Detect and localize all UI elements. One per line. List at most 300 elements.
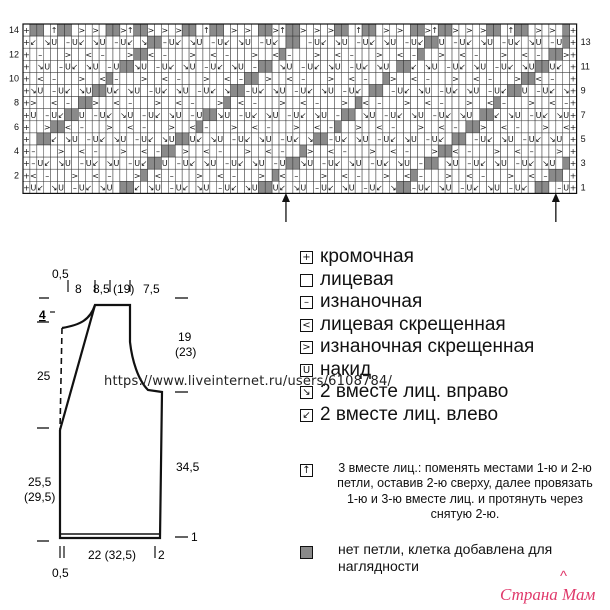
chart-symbol: – [550, 74, 555, 84]
chart-cell [189, 85, 196, 97]
chart-symbol: < [452, 147, 459, 157]
chart-cell [431, 85, 438, 97]
chart-symbol: ↙ [445, 110, 452, 120]
chart-cell [58, 97, 65, 109]
chart-cell [203, 169, 210, 181]
chart-cell [231, 85, 238, 97]
chart-symbol: ↘ [362, 110, 369, 120]
chart-symbol: < [126, 122, 134, 132]
chart-symbol: U [563, 110, 570, 120]
chart-cell [307, 109, 314, 121]
chart-cell [542, 181, 549, 193]
chart-cell [106, 48, 113, 60]
chart-symbol: U [238, 62, 244, 72]
garment-schema [0, 250, 300, 590]
chart-symbol: U [466, 183, 473, 193]
legend-item [300, 336, 605, 359]
chart-cell [397, 97, 404, 109]
chart-cell [210, 109, 217, 121]
chart-cell [85, 121, 92, 133]
chart-symbol: U [328, 159, 334, 169]
chart-cell [321, 121, 328, 133]
chart-cell [404, 121, 411, 133]
chart-symbol: U [480, 62, 487, 72]
chart-cell [300, 133, 307, 145]
chart-cell [424, 48, 431, 60]
chart-symbol: ↙ [410, 62, 418, 72]
chart-symbol: + [569, 98, 577, 108]
chart-symbol: + [23, 38, 30, 48]
chart-symbol: > [279, 98, 286, 108]
chart-cell [168, 97, 175, 109]
chart-cell [528, 85, 535, 97]
chart-cell [148, 72, 155, 84]
chart-cell [244, 48, 251, 60]
chart-cell [203, 48, 210, 60]
chart-cell [459, 169, 466, 181]
chart-symbol: > [542, 122, 549, 132]
chart-cell [231, 109, 238, 121]
chart-cell [58, 121, 65, 133]
k3tog-icon: ↑ [300, 464, 313, 477]
chart-cell [37, 36, 44, 48]
chart-cell [528, 72, 535, 84]
chart-symbol: ↘ [272, 86, 279, 96]
chart-cell [348, 109, 355, 121]
chart-cell [106, 133, 113, 145]
chart-cell [535, 121, 542, 133]
chart-symbol: > [500, 50, 508, 60]
chart-cell [244, 97, 251, 109]
chart-cell [231, 48, 238, 60]
chart-cell [224, 60, 231, 72]
dim-hem: 1 [191, 530, 198, 544]
chart-cell [58, 169, 65, 181]
chart-cell [362, 145, 369, 157]
chart-symbol: + [569, 86, 577, 96]
knit-stitch-icon [300, 274, 313, 287]
chart-cell [348, 145, 355, 157]
chart-cell [438, 60, 445, 72]
chart-cell [71, 72, 78, 84]
chart-symbol: < [396, 50, 404, 60]
chart-cell [355, 181, 362, 193]
chart-symbol: – [176, 159, 181, 169]
chart-cell [431, 97, 438, 109]
chart-symbol: – [287, 50, 292, 60]
chart-symbol: ↘ [507, 110, 515, 120]
chart-cell [542, 36, 549, 48]
chart-symbol: U [300, 183, 307, 193]
chart-cell [383, 145, 390, 157]
chart-symbol: < [140, 147, 148, 157]
chart-symbol: – [405, 147, 410, 157]
chart-cell [528, 121, 535, 133]
chart-symbol: ↙ [272, 38, 279, 48]
chart-cell [355, 145, 362, 157]
chart-symbol: < [223, 74, 231, 84]
chart-cell [120, 85, 127, 97]
chart-symbol: – [370, 159, 375, 169]
chart-symbol: U [411, 38, 417, 48]
chart-cell [71, 85, 78, 97]
chart-cell [244, 60, 251, 72]
chart-cell [500, 169, 507, 181]
chart-cell [92, 181, 99, 193]
chart-symbol: – [522, 135, 527, 144]
chart-symbol: > [168, 122, 176, 132]
chart-symbol: > [320, 171, 328, 181]
chart-cell [44, 48, 51, 60]
chart-symbol: U [251, 86, 258, 96]
chart-cell [376, 169, 383, 181]
chart-symbol: – [280, 135, 285, 144]
chart-cell [293, 97, 300, 109]
chart-symbol: > [493, 147, 501, 157]
chart-symbol: ↘ [99, 183, 106, 193]
chart-cell [231, 72, 238, 84]
chart-cell [563, 169, 570, 181]
chart-cell [120, 157, 127, 169]
chart-symbol: U [542, 86, 549, 96]
chart-symbol: + [569, 147, 577, 157]
chart-symbol: – [328, 122, 333, 132]
chart-cell [71, 24, 78, 36]
chart-cell [480, 109, 487, 121]
chart-cell [438, 157, 445, 169]
chart-cell [265, 157, 272, 169]
chart-cell [210, 24, 217, 36]
chart-cell [556, 169, 563, 181]
chart-symbol: U [30, 110, 37, 120]
chart-cell [127, 133, 134, 145]
chart-symbol: > [438, 50, 446, 60]
chart-cell [196, 121, 203, 133]
chart-cell [397, 72, 404, 84]
chart-symbol: – [488, 74, 493, 84]
chart-symbol: – [467, 147, 472, 157]
chart-symbol: ↙ [438, 135, 446, 144]
chart-symbol: + [23, 50, 30, 60]
chart-symbol: < [279, 171, 286, 181]
chart-cell [327, 48, 334, 60]
chart-cell [563, 36, 570, 48]
chart-cell [244, 72, 251, 84]
chart-cell [424, 157, 431, 169]
dim-edge-right: 2 [158, 548, 165, 562]
chart-cell [521, 24, 528, 36]
chart-cell [397, 181, 404, 193]
chart-cell [168, 72, 175, 84]
chart-symbol: ↙ [216, 62, 224, 72]
chart-symbol: ↘ [320, 86, 328, 96]
legend-label: лицевая скрещенная [320, 313, 506, 335]
chart-symbol: > [196, 171, 203, 181]
chart-cell [161, 109, 168, 121]
chart-symbol: – [86, 135, 91, 144]
chart-symbol: U [65, 62, 71, 72]
chart-cell [217, 85, 224, 97]
chart-cell [251, 145, 258, 157]
chart-cell [341, 24, 348, 36]
chart-cell [71, 97, 78, 109]
chart-cell [141, 169, 148, 181]
chart-cell [238, 145, 245, 157]
chart-cell [411, 121, 418, 133]
chart-symbol: – [446, 62, 451, 72]
chart-cell [99, 145, 106, 157]
chart-symbol: ↘ [189, 38, 196, 48]
chart-cell [203, 97, 210, 109]
chart-cell [542, 24, 549, 36]
chart-cell [175, 169, 182, 181]
chart-cell [78, 169, 85, 181]
chart-cell [383, 72, 390, 84]
chart-symbol: – [405, 38, 410, 48]
chart-cell [258, 145, 265, 157]
chart-symbol: – [155, 62, 160, 72]
chart-cell [37, 133, 44, 145]
chart-cell [51, 48, 58, 60]
chart-row-label: 10 [8, 73, 19, 84]
chart-cell [404, 24, 411, 36]
chart-cell [431, 121, 438, 133]
chart-cell [272, 121, 279, 133]
chart-cell [417, 48, 424, 60]
chart-cell [362, 121, 369, 133]
chart-symbol: ↘ [85, 62, 93, 72]
chart-symbol: < [36, 74, 44, 84]
chart-cell [500, 109, 507, 121]
chart-cell [231, 36, 238, 48]
chart-symbol: ↘ [313, 110, 321, 120]
chart-symbol: – [294, 171, 299, 181]
chart-cell [168, 85, 175, 97]
chart-cell [120, 60, 127, 72]
chart-cell [507, 157, 514, 169]
chart-symbol: < [348, 74, 356, 84]
chart-symbol: > [126, 50, 134, 60]
dim-armhole-depth: 19 [178, 330, 192, 344]
chart-symbol: – [114, 38, 119, 48]
chart-cell [542, 48, 549, 60]
chart-symbol: U [78, 110, 85, 120]
chart-row-label: 3 [580, 158, 586, 169]
chart-cell [390, 60, 397, 72]
chart-symbol: < [327, 147, 335, 157]
chart-cell [535, 157, 542, 169]
chart-symbol: ↘ [438, 183, 446, 193]
chart-cell [134, 48, 141, 60]
chart-symbol: U [445, 86, 452, 96]
chart-symbol: U [265, 135, 272, 144]
repeat-arrow-icon [282, 193, 290, 222]
chart-cell [452, 133, 459, 145]
chart-cell [507, 121, 514, 133]
chart-cell [397, 145, 404, 157]
chart-cell [362, 85, 369, 97]
chart-symbol: < [334, 50, 342, 60]
chart-cell [376, 85, 383, 97]
chart-symbol: > [452, 26, 459, 36]
chart-symbol: U [182, 159, 189, 169]
chart-cell [445, 48, 452, 60]
chart-cell [65, 169, 72, 181]
chart-cell [127, 60, 134, 72]
chart-symbol: U [279, 159, 286, 169]
chart-symbol: < [85, 50, 93, 60]
chart-cell [369, 133, 376, 145]
chart-cell [265, 60, 272, 72]
chart-symbol: – [425, 135, 430, 144]
chart-cell [459, 121, 466, 133]
chart-symbol: > [424, 26, 432, 36]
chart-symbol: U [362, 38, 369, 48]
chart-cell [376, 24, 383, 36]
chart-cell [286, 36, 293, 48]
chart-cell [71, 121, 78, 133]
chart-symbol: ↙ [57, 110, 65, 120]
chart-cell [37, 121, 44, 133]
chart-symbol: > [57, 147, 65, 157]
chart-symbol: U [286, 135, 293, 144]
chart-symbol: ↙ [472, 183, 480, 193]
chart-cell [272, 60, 279, 72]
chart-cell [182, 97, 189, 109]
chart-symbol: ↙ [279, 183, 286, 193]
chart-symbol: + [569, 122, 577, 132]
chart-symbol: – [529, 147, 534, 157]
chart-symbol: < [265, 147, 273, 157]
chart-symbol: – [287, 110, 292, 120]
legend-item [300, 269, 605, 292]
chart-cell [424, 169, 431, 181]
chart-symbol: < [514, 147, 522, 157]
chart-cell [71, 145, 78, 157]
dim-shoulder: 7,5 [143, 282, 160, 296]
chart-symbol: U [549, 62, 556, 72]
chart-symbol: U [203, 183, 210, 193]
chart-cell [417, 145, 424, 157]
chart-cell [431, 36, 438, 48]
legend-label: изнаночная [320, 291, 423, 312]
chart-cell [196, 72, 203, 84]
chart-symbol: – [453, 122, 458, 132]
chart-symbol: U [244, 110, 251, 120]
chart-cell [224, 97, 231, 109]
chart-symbol: U [244, 38, 251, 48]
chart-symbol: U [217, 38, 224, 48]
chart-cell [514, 48, 521, 60]
chart-cell [141, 97, 148, 109]
chart-symbol: ↙ [43, 159, 51, 169]
chart-cell [341, 72, 348, 84]
legend-label: 2 вместе лиц. вправо [320, 381, 509, 402]
chart-symbol: U [563, 183, 570, 193]
chart-symbol: > [265, 74, 273, 84]
chart-symbol: ↙ [251, 110, 259, 120]
chart-cell [113, 109, 120, 121]
chart-cell [182, 24, 189, 36]
chart-symbol: U [535, 110, 542, 120]
chart-cell [411, 85, 418, 97]
chart-symbol: ↙ [376, 183, 383, 193]
chart-symbol: ↘ [486, 183, 494, 193]
chart-cell [141, 48, 148, 60]
chart-symbol: U [161, 62, 168, 72]
chart-cell [182, 109, 189, 121]
chart-cell [494, 36, 501, 48]
chart-cell [549, 109, 556, 121]
chart-symbol: ↙ [209, 86, 217, 96]
chart-cell [452, 169, 459, 181]
chart-symbol: < [486, 98, 494, 108]
chart-symbol: < [286, 74, 293, 84]
chart-symbol: U [473, 86, 480, 96]
chart-symbol: > [479, 26, 487, 36]
chart-symbol: U [279, 86, 286, 96]
chart-symbol: > [216, 98, 224, 108]
chart-cell [293, 36, 300, 48]
chart-symbol: ↘ [424, 62, 432, 72]
chart-cell [92, 48, 99, 60]
chart-cell [307, 121, 314, 133]
chart-cell [148, 157, 155, 169]
chart-cell [120, 169, 127, 181]
chart-cell [99, 97, 106, 109]
chart-symbol: > [465, 26, 473, 36]
chart-symbol: U [528, 62, 535, 72]
chart-cell [466, 133, 473, 145]
chart-cell [355, 48, 362, 60]
chart-cell [293, 24, 300, 36]
chart-cell [286, 157, 293, 169]
chart-cell [238, 48, 245, 60]
chart-symbol: U [321, 183, 327, 193]
chart-symbol: ↙ [64, 86, 72, 96]
chart-symbol: – [474, 50, 479, 60]
chart-cell [265, 181, 272, 193]
chart-symbol: – [232, 135, 237, 144]
chart-cell [182, 48, 189, 60]
chart-cell [473, 36, 480, 48]
chart-symbol: + [569, 62, 577, 72]
chart-symbol: U [155, 86, 161, 96]
chart-symbol: – [411, 50, 416, 60]
chart-cell [383, 181, 390, 193]
chart-symbol: – [322, 159, 327, 169]
chart-symbol: > [431, 147, 439, 157]
chart-symbol: – [52, 86, 57, 96]
chart-cell [65, 181, 72, 193]
chart-cell [459, 133, 466, 145]
chart-symbol: U [113, 159, 120, 169]
chart-symbol: > [272, 26, 279, 36]
chart-symbol: < [500, 122, 508, 132]
chart-cell [279, 36, 286, 48]
chart-cell [397, 36, 404, 48]
chart-symbol: – [391, 86, 396, 96]
chart-symbol: > [528, 98, 535, 108]
chart-cell [210, 181, 217, 193]
chart-cell [348, 36, 355, 48]
chart-symbol: ↙ [36, 183, 44, 193]
chart-symbol: – [155, 147, 160, 157]
chart-cell [466, 48, 473, 60]
chart-cell [369, 97, 376, 109]
chart-cell [445, 121, 452, 133]
chart-cell [549, 121, 556, 133]
